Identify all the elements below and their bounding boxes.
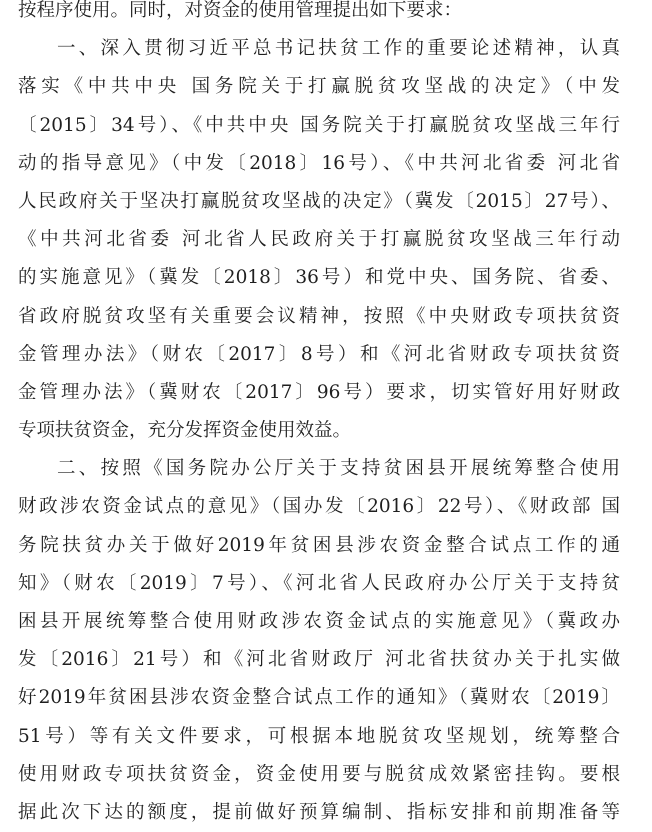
text-line: 一、深入贯彻习近平总书记扶贫工作的重要论述精神，认真	[57, 38, 620, 60]
text-line: 的实施意见》（冀发〔2018〕36号）和党中央、国务院、省委、	[18, 267, 620, 289]
paragraph-intro	[18, 0, 620, 30]
text-line: 好2019年贫困县涉农资金整合试点工作的通知》（冀财农〔2019〕	[18, 687, 620, 709]
text-line: 《中共河北省委 河北省人民政府关于打赢脱贫攻坚战三年行动	[18, 229, 620, 251]
text-line: 金管理办法》（冀财农〔2017〕96号）要求，切实管好用好财政	[18, 381, 620, 403]
text-line: 51号）等有关文件要求，可根据本地脱贫攻坚规划，统筹整合	[18, 725, 620, 747]
text-line: 人民政府关于坚决打赢脱贫攻坚战的决定》（冀发〔2015〕27号）、	[18, 190, 620, 212]
text-line: 专项扶贫资金，充分发挥资金使用效益。	[18, 420, 352, 442]
text-line: 省政府脱贫攻坚有关重要会议精神，按照《中央财政专项扶贫资	[18, 305, 620, 327]
text-line: 使用财政专项扶贫资金，资金使用要与脱贫成效紧密挂钩。要根	[18, 763, 620, 785]
text-line: 落实《中共中央 国务院关于打赢脱贫攻坚战的决定》（中发	[18, 76, 620, 98]
text-line: 发〔2016〕21号）和《河北省财政厅 河北省扶贫办关于扎实做	[18, 649, 620, 671]
text-line: 知》（财农〔2019〕7号）、《河北省人民政府办公厅关于支持贫	[18, 572, 620, 594]
text-line: 困县开展统筹整合使用财政涉农资金试点的实施意见》（冀政办	[18, 611, 620, 632]
text-line: 按程序使用。同时，对资金的使用管理提出如下要求：	[18, 0, 463, 21]
text-line: 金管理办法》（财农〔2017〕8号）和《河北省财政专项扶贫资	[18, 343, 620, 365]
text-line: 动的指导意见》（中发〔2018〕16号）、《中共河北省委 河北省	[18, 152, 620, 174]
paragraph-one	[18, 30, 620, 450]
text-line: 财政涉农资金试点的意见》（国办发〔2016〕22号）、《财政部 国	[18, 496, 620, 518]
paragraph-two	[18, 450, 620, 832]
text-line: 〔2015〕34号）、《中共中央 国务院关于打赢脱贫攻坚战三年行	[18, 114, 620, 136]
text-line: 二、按照《国务院办公厅关于支持贫困县开展统筹整合使用	[57, 458, 620, 480]
text-line: 据此次下达的额度，提前做好预算编制、指标安排和前期准备等	[18, 801, 620, 823]
text-line: 务院扶贫办关于做好2019年贫困县涉农资金整合试点工作的通	[18, 534, 620, 556]
